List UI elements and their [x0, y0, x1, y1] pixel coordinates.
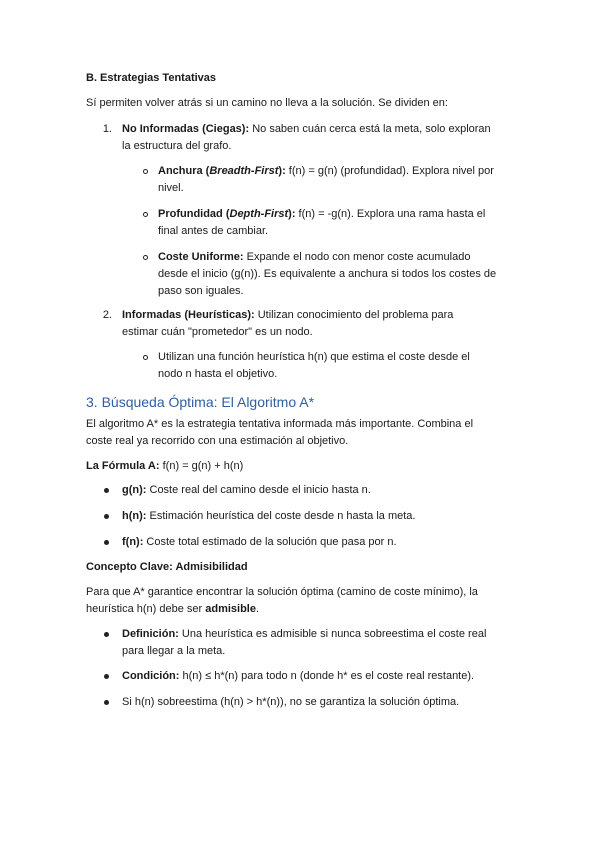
- concept-line2-post: .: [255, 603, 260, 615]
- formula-label: La Fórmula A:: [86, 460, 160, 472]
- condition-text: h(n) ≤ h*(n) para todo n (donde h* es el coste real restante).: [179, 670, 475, 682]
- bullet-dot-icon: [104, 674, 109, 679]
- bullet-dot-icon: [104, 632, 109, 637]
- subitem-profundidad-label-post: ):: [288, 208, 296, 220]
- list-item-2-text: Utilizan conocimiento del problema para: [254, 309, 454, 321]
- concept-line2-pre: heurística h(n) debe ser: [86, 603, 206, 615]
- subitem-profundidad-line1: [158, 206, 485, 222]
- bullet-fn-label: f(n):: [122, 536, 144, 548]
- formula-line: [86, 458, 243, 474]
- section-3-heading: 3. Búsqueda Óptima: El Algoritmo A*: [86, 394, 315, 410]
- formula-text: f(n) = g(n) + h(n): [159, 460, 244, 472]
- concept-heading: Concepto Clave: Admisibilidad: [86, 561, 248, 573]
- section-b-intro: Sí permiten volver atrás si un camino no lleva a la solución. Se dividen en:: [86, 97, 448, 109]
- definition-label: Definición:: [122, 628, 179, 640]
- circle-bullet-icon: [143, 355, 148, 360]
- list-item-2-line1: [122, 307, 453, 323]
- list-item-1-text: No saben cuán cerca está la meta, solo exploran: [249, 123, 491, 135]
- circle-bullet-icon: [143, 169, 148, 174]
- list-item-1-line2: la estructura del grafo.: [122, 140, 232, 152]
- bullet-dot-icon: [104, 700, 109, 705]
- subitem-profundidad-text: f(n) = -g(n). Explora una rama hasta el: [295, 208, 486, 220]
- subitem-heuristica-line2: nodo n hasta el objetivo.: [158, 368, 278, 380]
- circle-bullet-icon: [143, 212, 148, 217]
- condition-label: Condición:: [122, 670, 180, 682]
- subitem-anchura-line1: [158, 163, 494, 179]
- admisible-term: admisible: [205, 603, 256, 615]
- bullet-fn: [122, 534, 397, 550]
- bullet-dot-icon: [104, 540, 109, 545]
- definition-line1: [122, 626, 486, 642]
- definition-text: Una heurística es admisible si nunca sobreestima el coste real: [178, 628, 487, 640]
- condition-line: [122, 668, 474, 684]
- subitem-coste-line2: desde el inicio (g(n)). Es equivalente a anchura si todos los costes de: [158, 268, 497, 280]
- bullet-gn-label: g(n):: [122, 484, 147, 496]
- subitem-profundidad-line2: final antes de cambiar.: [158, 225, 269, 237]
- bullet-fn-text: Coste total estimado de la solución que pasa por n.: [143, 536, 397, 548]
- bullet-hn: [122, 508, 415, 524]
- bullet-dot-icon: [104, 514, 109, 519]
- definition-line2: para llegar a la meta.: [122, 645, 226, 657]
- subitem-anchura-label-em: Breadth-First: [209, 165, 279, 177]
- bullet-hn-text: Estimación heurística del coste desde n hasta la meta.: [146, 510, 416, 522]
- section-3-para-line2: coste real ya recorrido con una estimación al objetivo.: [86, 435, 349, 447]
- section-3-para-line1: El algoritmo A* es la estrategia tentativa informada más importante. Combina el: [86, 418, 474, 430]
- subitem-profundidad-label-pre: Profundidad (: [158, 208, 230, 220]
- subitem-coste-label: Coste Uniforme:: [158, 251, 244, 263]
- overestimate-line: Si h(n) sobreestima (h(n) > h*(n)), no se garantiza la solución óptima.: [122, 696, 460, 708]
- subitem-coste-line1: [158, 249, 470, 265]
- concept-line1: Para que A* garantice encontrar la solución óptima (camino de coste mínimo), la: [86, 586, 478, 598]
- subitem-anchura-line2: nivel.: [158, 182, 184, 194]
- subitem-heuristica-line1: Utilizan una función heurística h(n) que estima el coste desde el: [158, 351, 470, 363]
- subitem-anchura-text: f(n) = g(n) (profundidad). Explora nivel por: [285, 165, 494, 177]
- bullet-hn-label: h(n):: [122, 510, 147, 522]
- section-b-heading: B. Estrategias Tentativas: [86, 72, 217, 84]
- circle-bullet-icon: [143, 255, 148, 260]
- subitem-profundidad-label-em: Depth-First: [229, 208, 289, 220]
- subitem-anchura-label-pre: Anchura (: [158, 165, 210, 177]
- subitem-coste-line3: paso son iguales.: [158, 285, 244, 297]
- list-item-1-line1: [122, 121, 491, 137]
- subitem-anchura-label-post: ):: [278, 165, 286, 177]
- bullet-dot-icon: [104, 488, 109, 493]
- concept-line2: [86, 601, 259, 617]
- list-number-2: 2.: [102, 309, 112, 321]
- list-number-1: 1.: [102, 123, 112, 135]
- subitem-coste-text: Expande el nodo con menor coste acumulado: [243, 251, 471, 263]
- list-item-2-label: Informadas (Heurísticas):: [122, 309, 255, 321]
- list-item-2-line2: estimar cuán "prometedor" es un nodo.: [122, 326, 313, 338]
- bullet-gn: [122, 482, 371, 498]
- list-item-1-label: No Informadas (Ciegas):: [122, 123, 250, 135]
- bullet-gn-text: Coste real del camino desde el inicio hasta n.: [146, 484, 371, 496]
